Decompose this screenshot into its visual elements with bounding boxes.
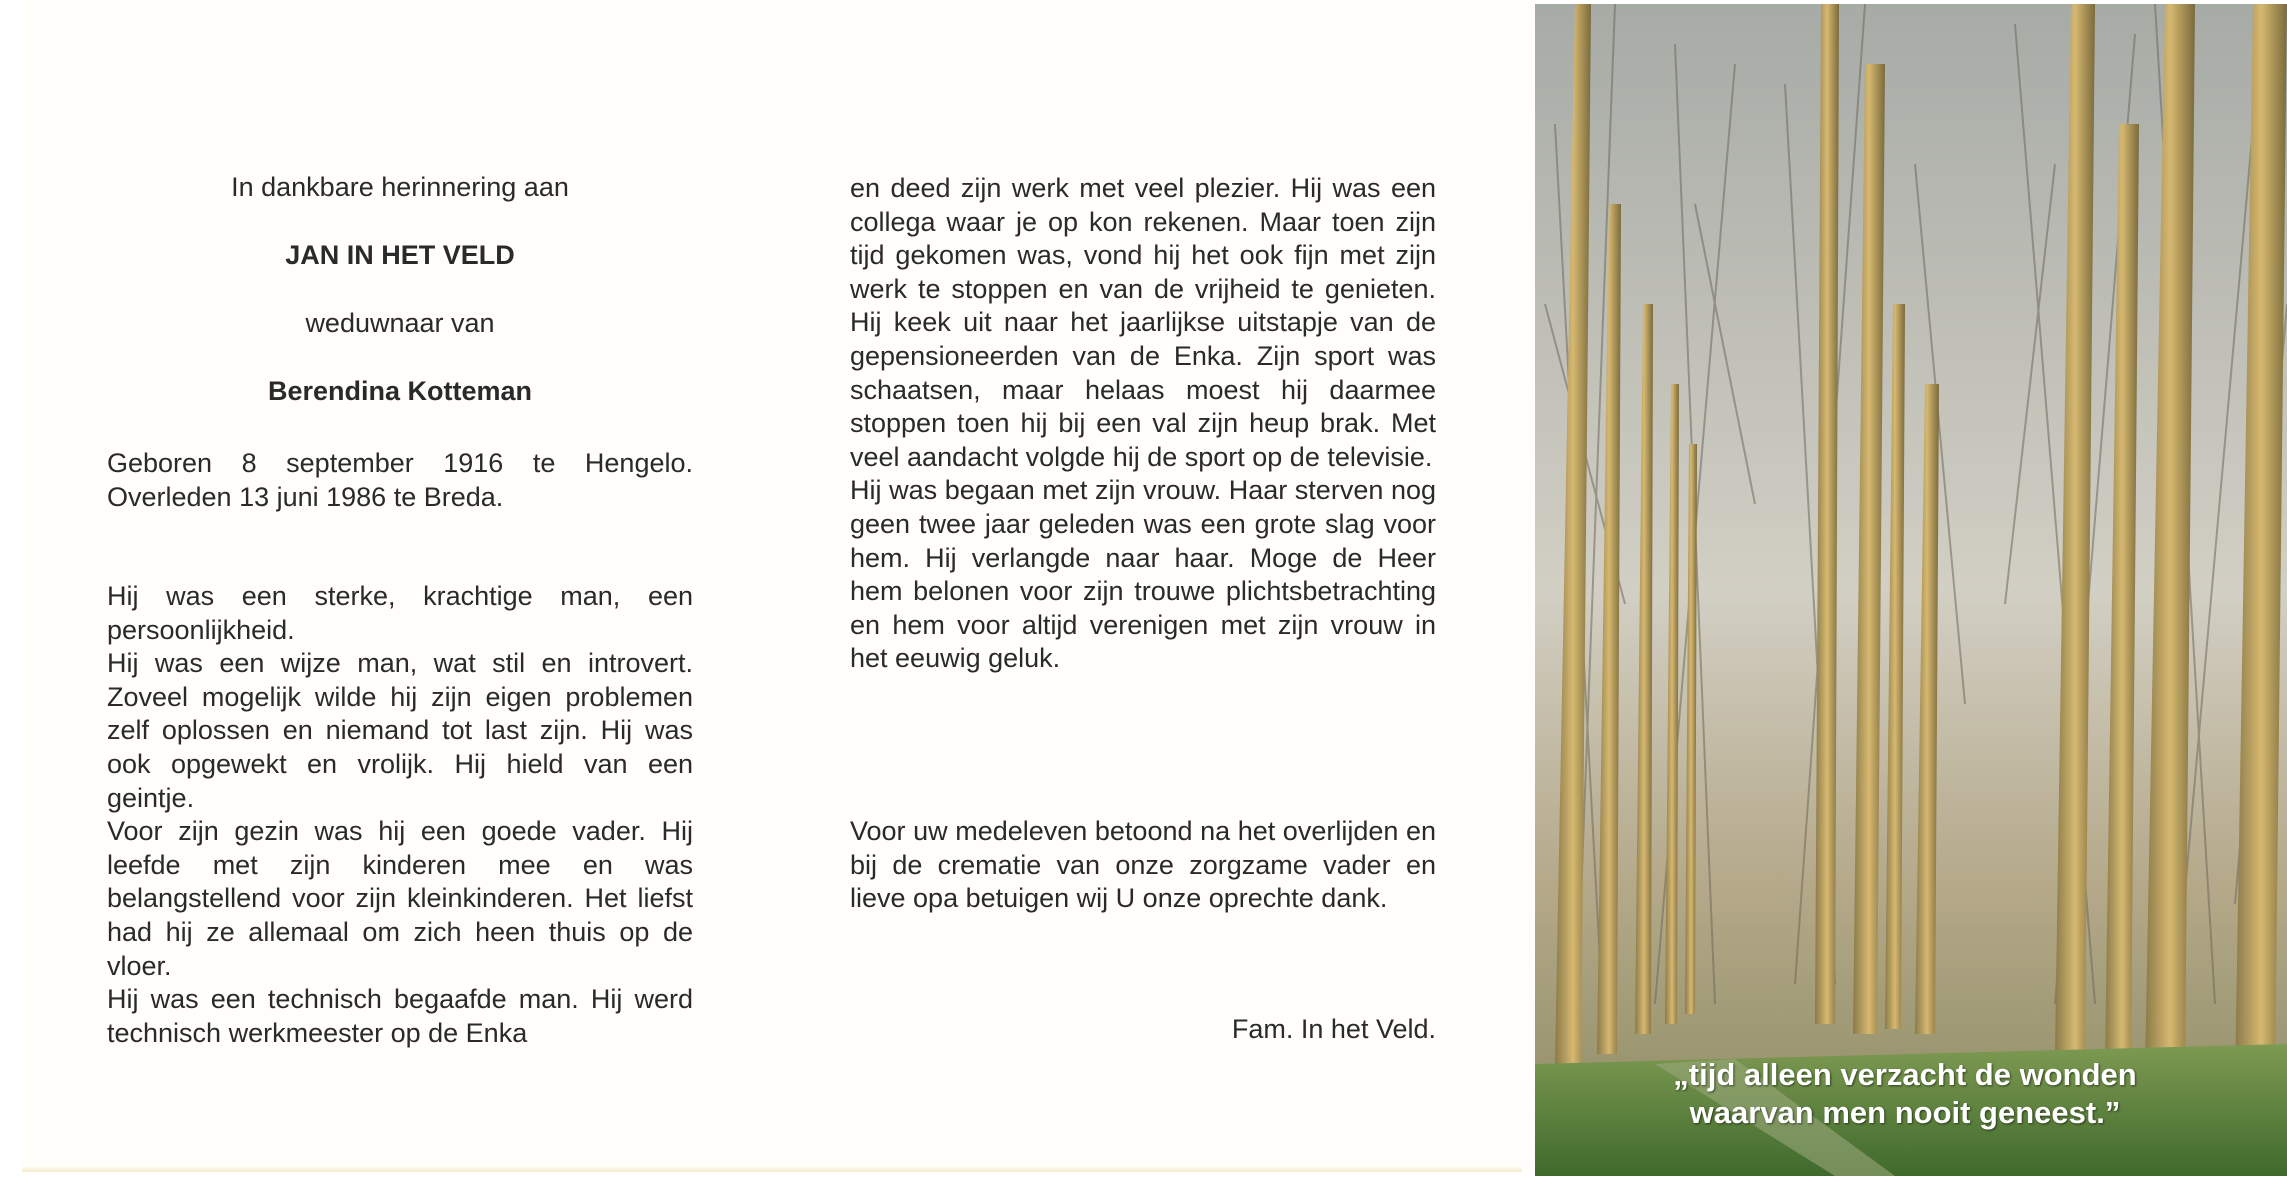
paragraph: Hij was een sterke, krachtige man, een persoonlijkheid.	[107, 581, 693, 645]
died-line: Overleden 13 juni 1986 te Breda.	[107, 482, 504, 512]
thanks-text	[850, 815, 1436, 916]
tree-lane-photo	[1535, 4, 2287, 1176]
spouse-name: Berendina Kotteman	[267, 376, 533, 406]
paragraph: Hij was begaan met zijn vrouw. Haar sterven nog geen twee jaar geleden was een grote slag voor hem. Hij verlangde naar haar. Moge de Heer hem belonen voor zijn trouwe plichtsbetrachting en hem voor altijd verenigen met zijn vrouw in het eeuwig geluk.	[850, 475, 1436, 674]
photo-quote	[1560, 1056, 2250, 1132]
thanks-paragraph: Voor uw medeleven betoond na het overlijden en bij de crematie van onze zorgzame vader en lieve opa betuigen wij U onze oprechte dank.	[850, 816, 1436, 914]
quote-line-1: „tijd alleen verzacht de wonden	[1673, 1057, 2137, 1092]
card-edge	[22, 1166, 1522, 1172]
middle-column-text	[850, 172, 1436, 676]
paragraph: Hij was een wijze man, wat stil en introvert. Zoveel mogelijk wilde hij zijn eigen problemen zelf oplossen en niemand tot last zijn. Hij was ook opgewekt en vrolijk. Hij hield van een geintje.	[107, 648, 693, 813]
deceased-name: JAN IN HET VELD	[285, 240, 515, 270]
family-signature: Fam. In het Veld.	[1231, 1014, 1436, 1044]
tree-lane-illustration	[1535, 4, 2287, 1176]
intro-line: In dankbare herinnering aan	[231, 172, 569, 202]
born-line: Geboren 8 september 1916 te Hengelo.	[107, 448, 693, 478]
paragraph: Voor zijn gezin was hij een goede vader. Hij leefde met zijn kinderen mee en was belangstellend voor zijn kleinkinderen. Het liefst had hij ze allemaal om zich heen thuis op de vloer.	[107, 816, 693, 981]
dates-block	[107, 446, 693, 514]
paragraph: Hij was een technisch begaafde man. Hij werd technisch werkmeester op de Enka	[107, 984, 693, 1048]
quote-line-2: waarvan men nooit geneest.”	[1689, 1095, 2121, 1130]
left-column-text	[107, 580, 693, 1050]
relation-line: weduwnaar van	[305, 308, 495, 338]
paragraph: en deed zijn werk met veel plezier. Hij was een collega waar je op kon rekenen. Maar toen zijn tijd gekomen was, vond hij het ook fijn met zijn werk te stoppen en van de vrijheid te genieten. Hij keek uit naar het jaarlijkse uitstapje van de gepensioneerden van de Enka. Zijn sport was schaatsen, maar helaas moest hij daarmee stoppen toen hij bij een val zijn heup brak. Met veel aandacht volgde hij de sport op de televisie.	[850, 173, 1436, 472]
